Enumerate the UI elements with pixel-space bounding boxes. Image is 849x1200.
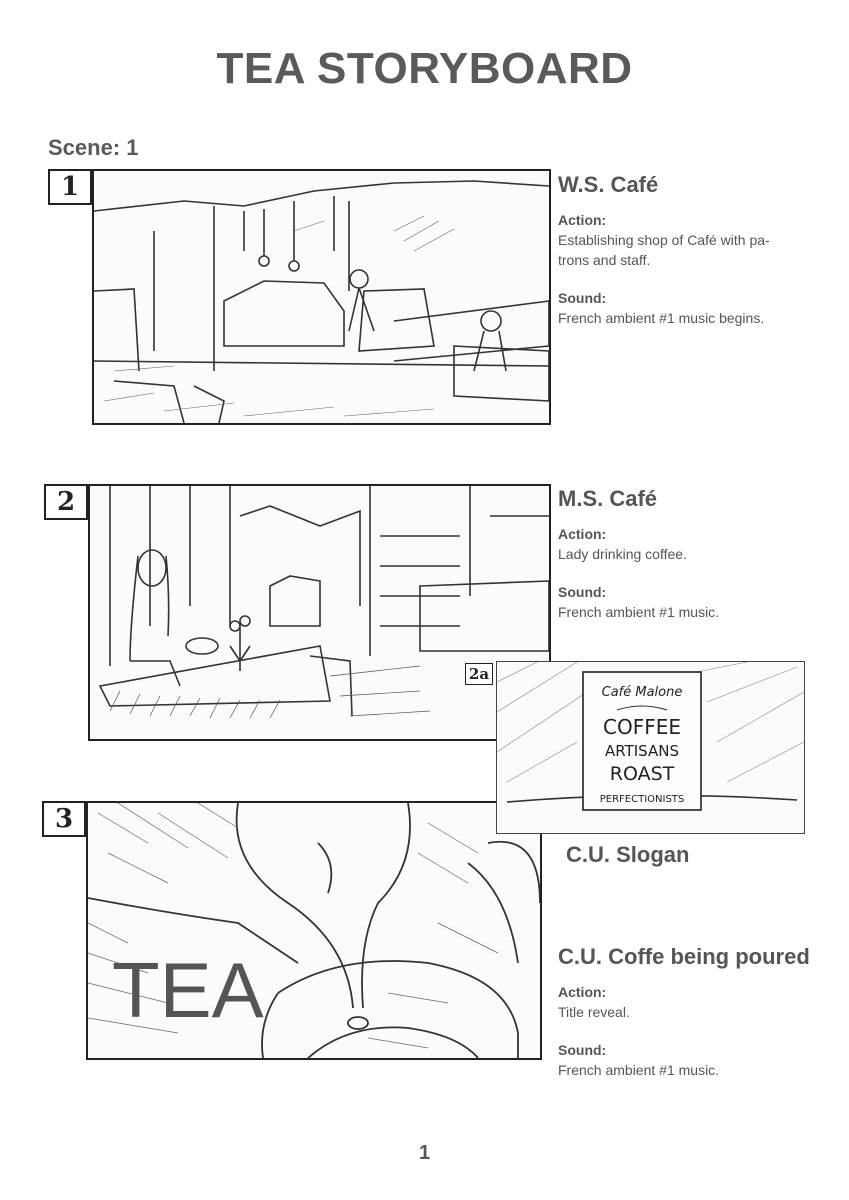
sign-line-cafe-name: Café Malone [601, 685, 683, 700]
panel-3-action-label: Action: [558, 984, 607, 1000]
panel-3-action: Title reveal. [558, 1004, 630, 1020]
page-number: 1 [418, 1142, 431, 1164]
panel-2a-number: 2a [465, 663, 493, 685]
panel-2-description [558, 486, 818, 622]
sign-line-coffee: COFFEE [603, 715, 681, 739]
panel-3-sound: French ambient #1 music. [558, 1062, 720, 1078]
lady-drinking-coffee-drawing [90, 486, 549, 739]
panel-2-sketch [88, 484, 551, 741]
panel-3-description [558, 944, 818, 1080]
panel-1-shot: W.S. Café [558, 172, 659, 197]
panel-1-sound: French ambient #1 music begins. [558, 310, 765, 326]
panel-1-description [558, 172, 818, 328]
panel-3-sound-label: Sound: [558, 1042, 607, 1058]
panel-2a-sketch [496, 661, 805, 834]
panel-2-sound-label: Sound: [558, 584, 607, 600]
panel-1-action-label: Action: [558, 212, 607, 228]
sign-line-artisans: ARTISANS [605, 742, 679, 760]
panel-1-sound-label: Sound: [558, 290, 607, 306]
cafe-wide-shot-drawing [94, 171, 549, 423]
sign-line-roast: ROAST [609, 763, 675, 785]
cafe-slogan-sign-drawing [497, 662, 804, 833]
panel-2a-shot: C.U. Slogan [566, 842, 690, 867]
sign-line-perfectionists: PERFECTIONISTS [599, 794, 685, 805]
panel-1-sketch [92, 169, 551, 425]
panel-2-number: 2 [44, 484, 88, 520]
panel-2-shot: M.S. Café [558, 486, 658, 511]
panel-1-number: 1 [48, 169, 92, 205]
title-overlay-tea: TEA [112, 946, 264, 1034]
panel-1-action: Establishing shop of Café with pa-trons and staff. [558, 232, 770, 268]
panel-2-action: Lady drinking coffee. [558, 546, 687, 562]
scene-label: Scene: 1 [48, 135, 139, 160]
panel-3-shot: C.U. Coffe being poured [558, 944, 810, 969]
panel-3-number: 3 [42, 801, 86, 837]
page-title: TEA STORYBOARD [216, 44, 633, 93]
panel-2-action-label: Action: [558, 526, 607, 542]
panel-2-sound: French ambient #1 music. [558, 604, 720, 620]
